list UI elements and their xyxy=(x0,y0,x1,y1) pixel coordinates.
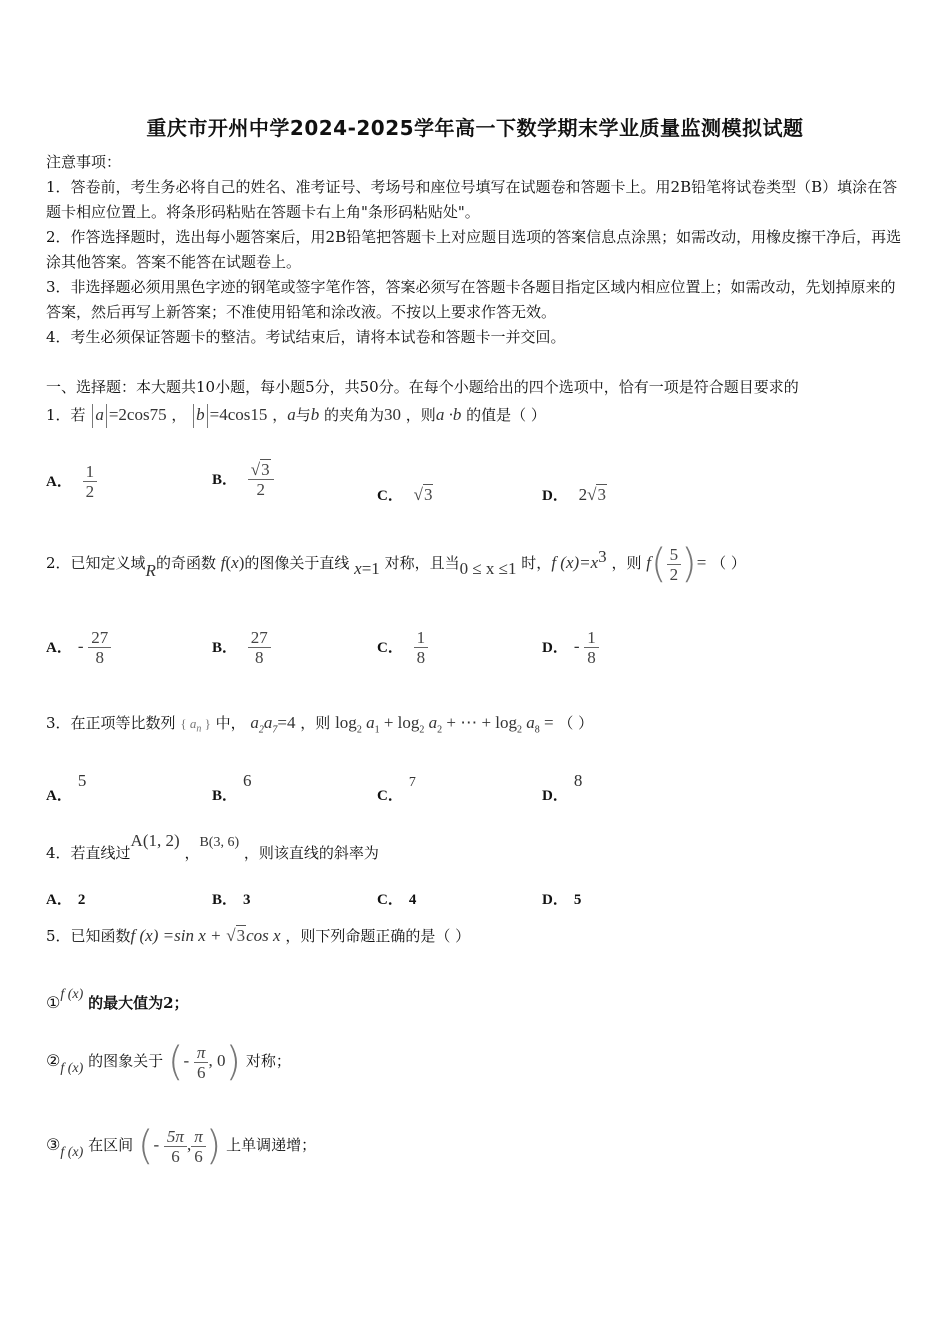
q1-number: 1．若 xyxy=(46,406,86,424)
question-2: 2．已知定义域R的奇函数 f(x)的图像关于直线 x=1 对称，且当0 ≤ x ≤1 时，f $(x)=x^3$ ，则 f( $\frac{5}{2}$ )= （ ） xyxy=(46,541,746,587)
q1-b-expr: =4cos15 xyxy=(209,405,268,424)
question-1: 1．若 a =2cos75 ， b =4cos15 ，a与b 的夹角为30 ，则a ·b 的值是（ ） xyxy=(46,404,546,428)
q2-option-d[interactable]: D． - $\frac{1}{8}$ xyxy=(542,628,599,667)
question-3: 3．在正项等比数列 { $a_n$ } 中， $a_2a_7=4$ ，则 $\log_2 a_1 + \log_2 a_2$ + ⋯ + $\log_2 a_8$ = （ ） xyxy=(46,713,594,736)
notice-item: 1．答卷前，考生务必将自己的姓名、准考证号、考场号和座位号填写在试题卷和答题卡上。用2B铅笔将试卷类型（B）填涂在答题卡相应位置上。将条形码粘贴在答题卡右上角"条形码粘贴处"。 xyxy=(46,178,898,221)
q2-option-b[interactable]: B． $\frac{27}{8}$ xyxy=(212,628,271,667)
q4-point-a: A(1, 2) xyxy=(130,831,180,850)
notice-item: 4．考生必须保证答题卡的整洁。考试结束后，请将本试卷和答题卡一并交回。 xyxy=(46,328,566,346)
q4-option-a[interactable]: A． 2 xyxy=(46,892,86,908)
q1-option-d[interactable]: D． 2√3 xyxy=(542,485,606,504)
q5-statement-3: ③f (x) 在区间 (- $\frac{5\pi}{6}$ , $\frac{\pi}{6}$ ) 上单调递增； xyxy=(46,1123,317,1169)
q4-option-b[interactable]: B． 3 xyxy=(212,892,251,908)
q5-function: f (x) =sin x + xyxy=(130,926,222,945)
notice-heading: 注意事项： xyxy=(46,153,122,171)
notice-block xyxy=(46,150,904,350)
q3-option-b[interactable]: B．6 xyxy=(212,771,252,804)
q1-a-expr: =2cos75 xyxy=(108,405,167,424)
notice-item: 2．作答选择题时，选出每小题答案后，用2B铅笔把答题卡上对应题目选项的答案信息点涂黑；如需改动，用橡皮擦干净后，再选涂其他答案。答案不能答在试题卷上。 xyxy=(46,228,902,271)
q5-statement-2: ②f (x) 的图象关于 (- $\frac{\pi}{6}$ , 0) 对称； xyxy=(46,1039,291,1085)
q3-option-d[interactable]: D．8 xyxy=(542,771,583,804)
question-5: 5．已知函数f (x) =sin x + √3cos x ，则下列命题正确的是（ ） xyxy=(46,926,471,945)
q5-statement-1: ①f (x) 的最大值为2； xyxy=(46,987,189,1012)
q3-option-c[interactable]: C．7 xyxy=(377,775,416,804)
section-heading: 一、选择题：本大题共10小题，每小题5分，共50分。在每个小题给出的四个选项中，恰有一项是符合题目要求的 xyxy=(46,378,799,396)
q1-option-a[interactable]: A． $\frac{1}{2}$ xyxy=(46,462,97,501)
q1-angle: 30 xyxy=(384,405,402,424)
notice-item: 3．非选择题必须用黑色字迹的钢笔或签字笔作答，答案必须写在答题卡各题目指定区域内相应位置上；如需改动，先划掉原来的答案，然后再写上新答案；不准使用铅笔和涂改液。不按以上要求作答无效。 xyxy=(46,278,896,321)
q2-option-c[interactable]: C． $\frac{1}{8}$ xyxy=(377,628,428,667)
q4-option-d[interactable]: D． 5 xyxy=(542,892,582,908)
q1-option-b[interactable]: B． $\frac{√3}{2}$ xyxy=(212,460,274,499)
q1-option-c[interactable]: C． √3 xyxy=(377,485,433,504)
question-4: 4．若直线过A(1, 2) ，B(3, 6) ，则该直线的斜率为 xyxy=(46,831,379,862)
q4-point-b: B(3, 6) xyxy=(199,835,240,850)
q2-option-a[interactable]: A． - $\frac{27}{8}$ xyxy=(46,628,111,667)
q2-range: 0 ≤ x ≤1 xyxy=(459,559,517,578)
q4-option-c[interactable]: C． 4 xyxy=(377,892,417,908)
page-title: 重庆市开州中学2024-2025学年高一下数学期末学业质量监测模拟试题 xyxy=(146,116,804,140)
q3-option-a[interactable]: A．5 xyxy=(46,771,87,804)
